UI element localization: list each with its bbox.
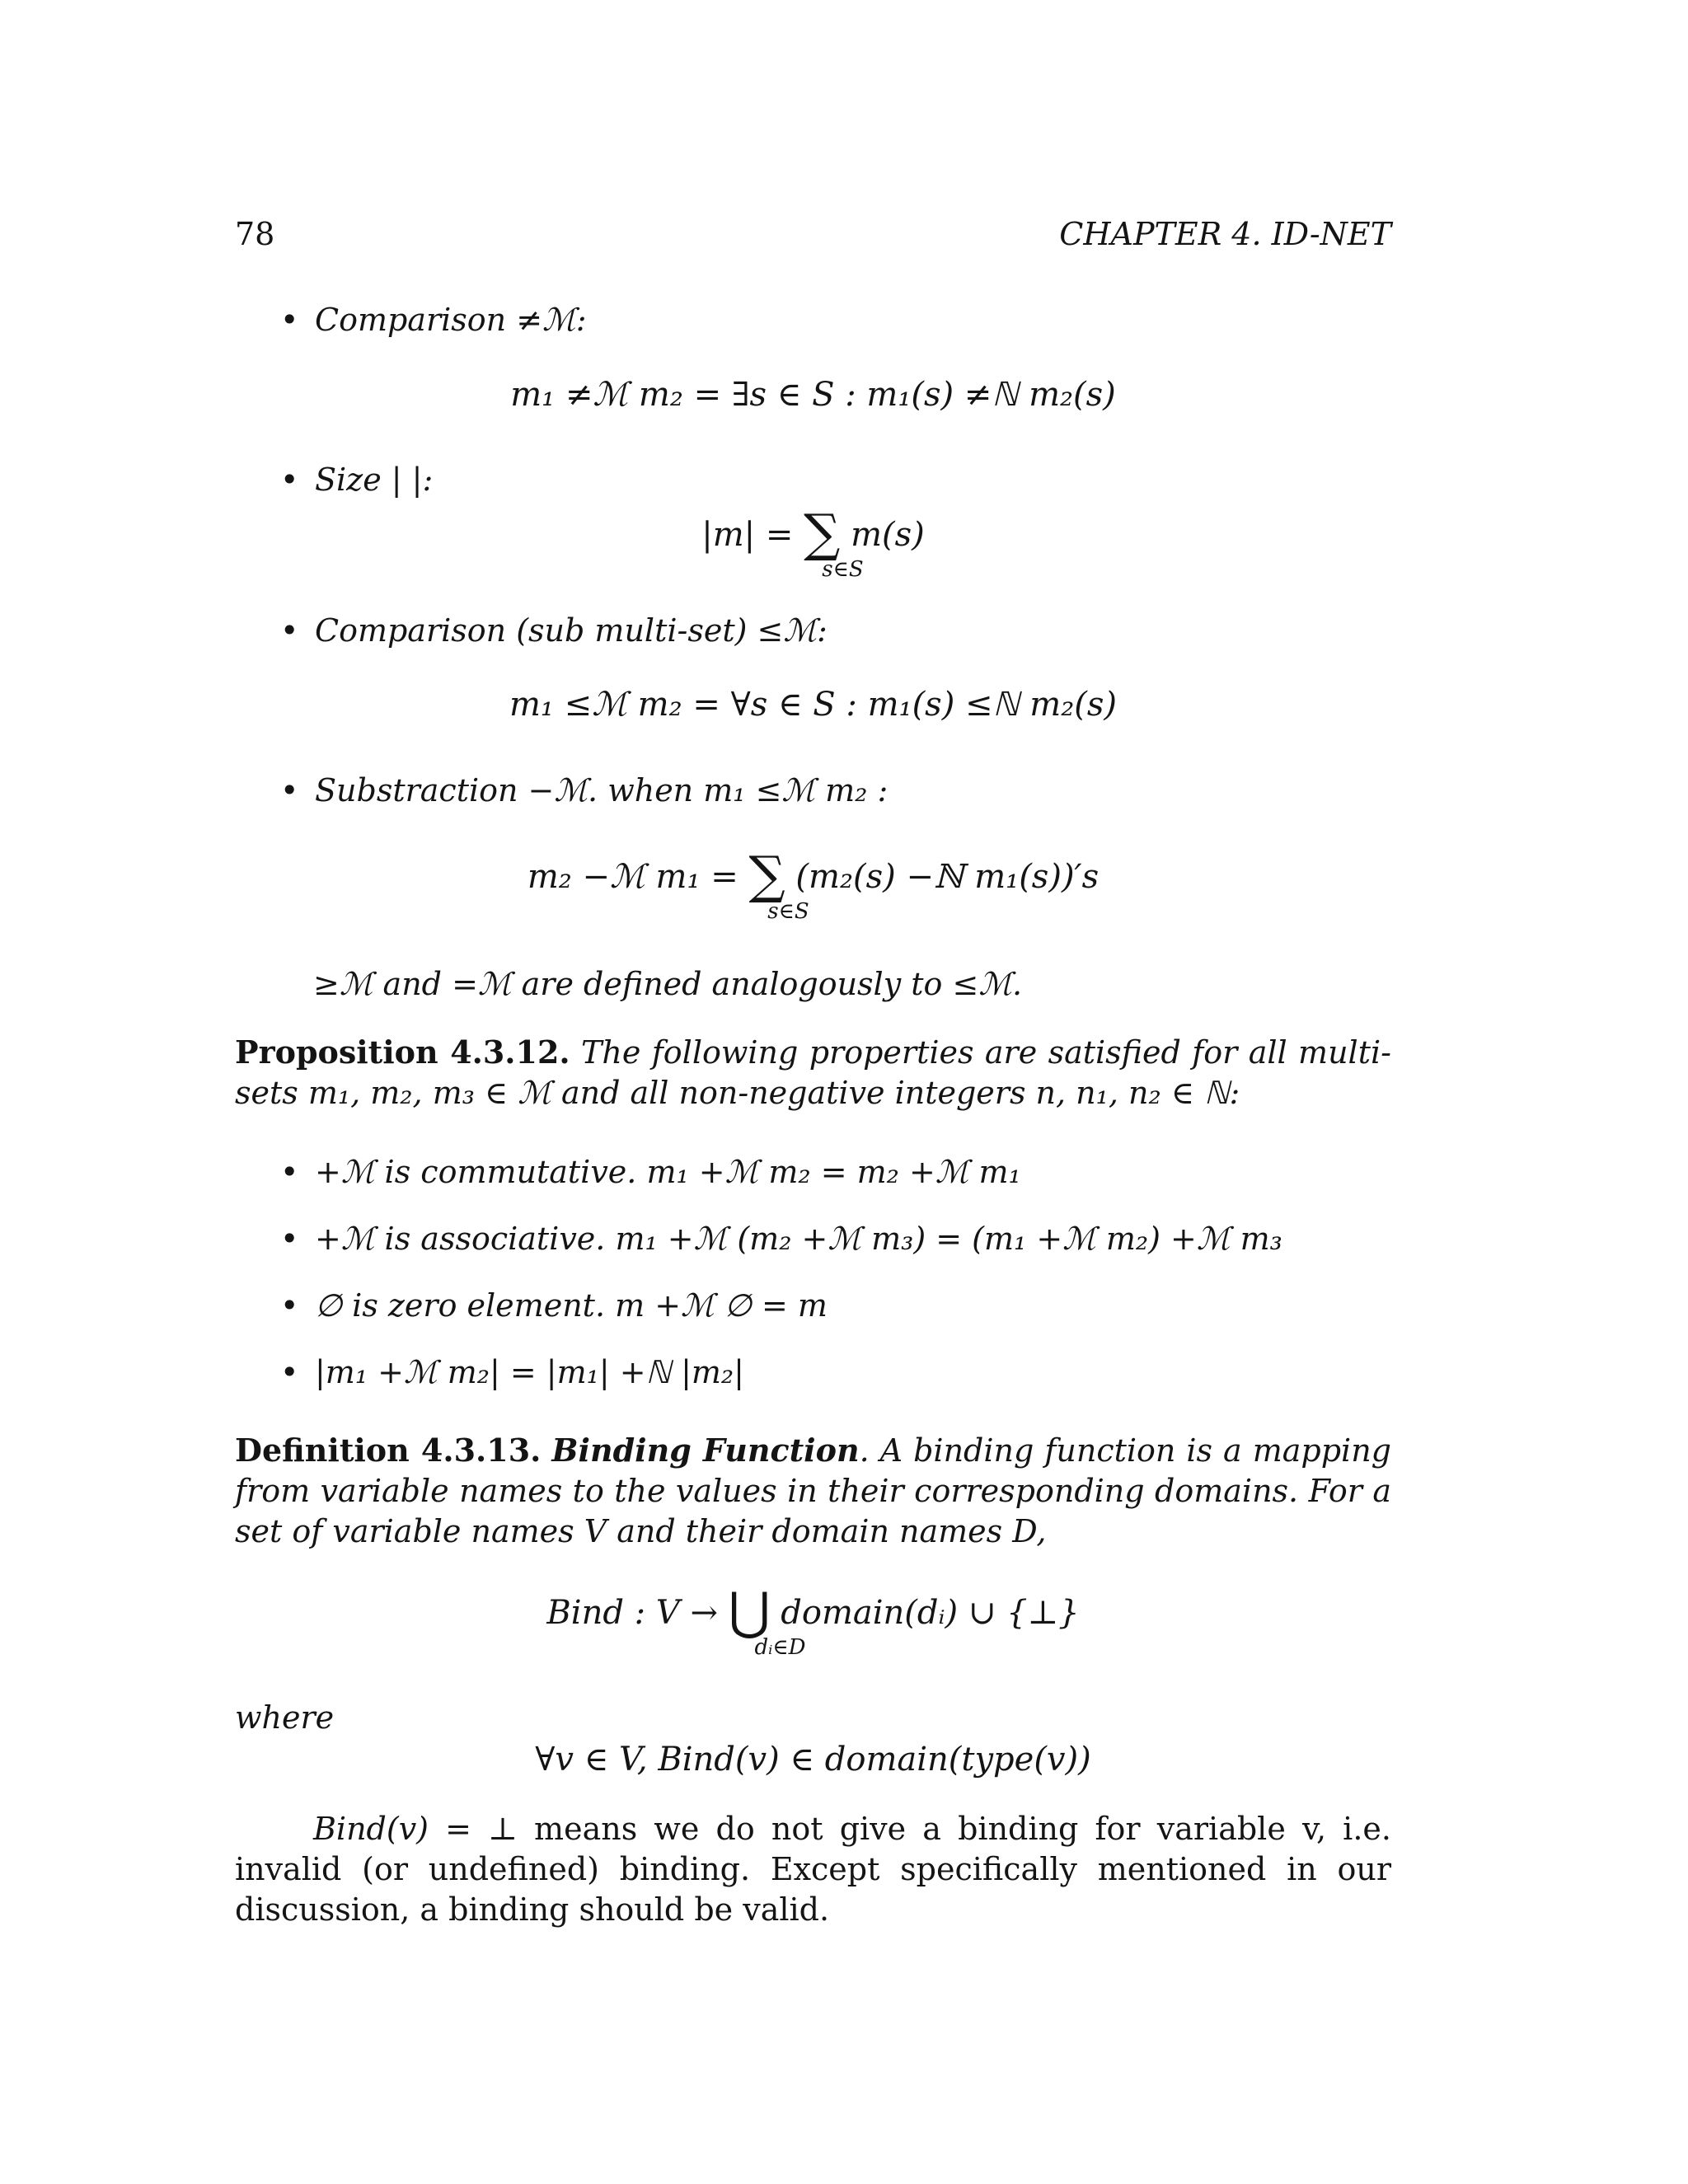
analog-note: ≥ℳ and =ℳ are defined analogously to ≤ℳ.: [313, 966, 1023, 1002]
where-label: where: [235, 1699, 335, 1736]
sub-eq-left: m₂ −ℳ m₁ =: [527, 858, 738, 896]
bullet-icon: •: [280, 772, 299, 808]
bullet-icon: •: [280, 612, 299, 649]
definition-label: Definition 4.3.13.: [235, 1432, 542, 1469]
op-le-item: [280, 612, 828, 649]
definition-text: . A binding function is a mapping from variable names to the values in their corresponding domains. For a set of variable names V and their domain names D,: [235, 1432, 1391, 1549]
chapter-header: CHAPTER 4. ID-NET: [1059, 216, 1391, 252]
bullet-icon: •: [280, 462, 299, 498]
size-eq-right: m(s): [851, 516, 925, 554]
prop-item-text: +ℳ is associative. m₁ +ℳ (m₂ +ℳ m₃) = (m₁ +ℳ m₂) +ℳ m₃: [315, 1221, 1282, 1257]
bullet-icon: •: [280, 1354, 299, 1390]
prop-item-text: |m₁ +ℳ m₂| = |m₁| +ℕ |m₂|: [315, 1354, 744, 1390]
op-size-item: [280, 462, 433, 498]
bind-term: Bind(v): [313, 1811, 429, 1847]
op-size-equation: [235, 503, 1391, 563]
op-neq-equation: m₁ ≠ℳ m₂ = ∃s ∈ S : m₁(s) ≠ℕ m₂(s): [510, 376, 1116, 414]
bind-eq-left: Bind : V →: [546, 1594, 718, 1632]
prop-item: [280, 1154, 1021, 1190]
bind-union-subscript: dᵢ∈D: [754, 1635, 806, 1660]
bullet-icon: •: [280, 1287, 299, 1324]
op-le-equation: m₁ ≤ℳ m₂ = ∀s ∈ S : m₁(s) ≤ℕ m₂(s): [509, 686, 1117, 724]
page-number: 78: [235, 216, 275, 252]
bullet-icon: •: [280, 1221, 299, 1257]
closing-text: = ⊥ means we do not give a binding for variable v, i.e. invalid (or undefined) binding. Except specifically mentioned in our discussion, a binding should be valid.: [235, 1811, 1391, 1928]
forall-equation: ∀v ∈ V, Bind(v) ∈ domain(type(v)): [535, 1741, 1091, 1779]
op-neq-item: [280, 302, 587, 338]
prop-item: [280, 1287, 828, 1324]
bullet-icon: •: [280, 1154, 299, 1190]
prop-item-text: ∅ is zero element. m +ℳ ∅ = m: [315, 1287, 828, 1324]
size-sum-subscript: s∈S: [822, 557, 864, 582]
closing-paragraph: [235, 1809, 1391, 1930]
sum-symbol: ∑: [748, 845, 785, 905]
op-size-label: Size | |:: [315, 462, 434, 498]
op-le-label: Comparison (sub multi-set) ≤ℳ:: [315, 612, 828, 649]
op-sub-item: [280, 772, 888, 808]
definition: [235, 1430, 1391, 1552]
op-neq-label: Comparison ≠ℳ:: [315, 302, 587, 338]
op-sub-label: Substraction −ℳ. when m₁ ≤ℳ m₂ :: [315, 772, 889, 808]
prop-item-text: +ℳ is commutative. m₁ +ℳ m₂ = m₂ +ℳ m₁: [315, 1154, 1021, 1190]
proposition: [235, 1032, 1391, 1113]
size-eq-left: |m| =: [701, 516, 794, 554]
union-symbol: ⋃: [728, 1581, 771, 1641]
bind-equation: [235, 1581, 1391, 1641]
op-sub-equation: [235, 845, 1391, 905]
proposition-label: Proposition 4.3.12.: [235, 1033, 570, 1071]
proposition-text: The following properties are satisfied for all multi-sets m₁, m₂, m₃ ∈ ℳ and all non-negative integers n, n₁, n₂ ∈ ℕ:: [235, 1034, 1391, 1111]
bullet-icon: •: [280, 302, 299, 338]
sum-symbol: ∑: [804, 503, 841, 563]
prop-item: [280, 1354, 744, 1390]
sub-eq-right: (m₂(s) −ℕ m₁(s))′s: [795, 858, 1100, 896]
sub-sum-subscript: s∈S: [767, 899, 809, 924]
bind-eq-right: domain(dᵢ) ∪ {⊥}: [781, 1594, 1080, 1632]
prop-item: [280, 1221, 1282, 1257]
definition-name: Binding Function: [551, 1432, 860, 1469]
